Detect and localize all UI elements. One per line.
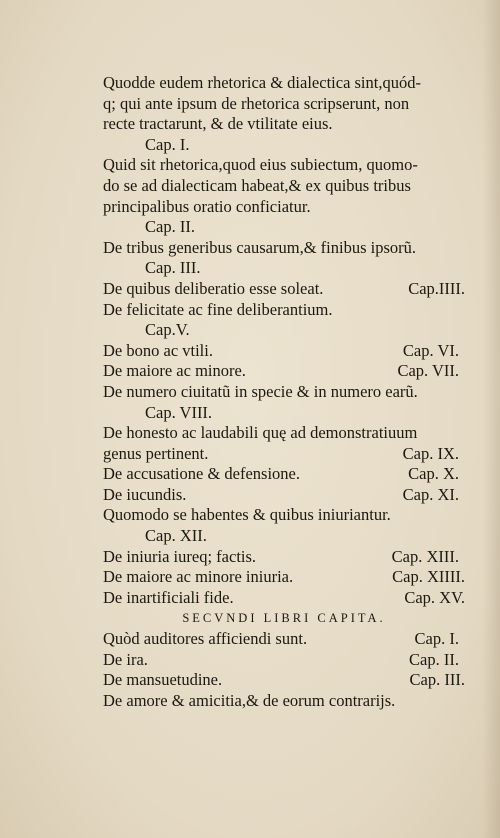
toc-row [103,629,465,650]
toc-line: De felicitate ac fine deliberantium. [103,299,333,319]
toc-row [103,588,465,609]
section-heading: SECVNDI LIBRI CAPITA. [182,611,386,626]
toc-row [103,464,465,485]
toc-line: De ira. [103,649,148,669]
toc-line: De numero ciuitatũ in specie & in numero earũ. [103,381,418,401]
toc-line: q; qui ante ipsum de rhetorica scripserunt, non [103,93,410,113]
toc-line: De accusatione & defensione. [103,464,301,484]
chapter-number: Cap. I. [414,629,459,649]
chapter-number: Cap.IIII. [408,278,465,298]
toc-line: De amore & amicitia,& de eorum contrarijs. [103,690,396,710]
chapter-number: Cap. X. [408,464,459,484]
page-edge-shadow [482,0,500,838]
chapter-number: Cap. III. [409,670,465,690]
toc-line: recte tractarunt, & de vtilitate eius. [103,114,333,134]
toc-row [103,341,465,362]
toc-line: De iniuria iureq; factis. [103,546,257,566]
chapter-number: Cap. XIII. [391,546,459,566]
chapter-number: Cap. XIIII. [392,567,465,587]
chapter-number: Cap. II. [409,649,459,669]
toc-line: De bono ac vtili. [103,340,213,360]
toc-line: Quòd auditores afficiendi sunt. [103,629,308,649]
chapter-number: Cap. VIII. [145,402,213,422]
toc-line: De maiore ac minore iniuria. [103,567,294,587]
toc-row [103,567,465,588]
chapter-number: Cap. XV. [404,587,465,607]
toc-line: De mansuetudine. [103,670,223,690]
toc-row [103,650,465,671]
toc-row [103,279,465,300]
toc-line: De inartificiali fide. [103,587,234,607]
toc-row [103,361,465,382]
toc-line: De maiore ac minore. [103,361,246,381]
toc-line: De honesto ac laudabili quę ad demonstratiuum [103,423,418,443]
toc-row [103,670,465,691]
toc-line: genus pertinent. [103,443,209,463]
chapter-number: Cap. IX. [402,443,459,463]
toc-line: do se ad dialecticam habeat,& ex quibus tribus [103,175,411,195]
chapter-number: Cap. I. [145,134,190,154]
table-of-contents [103,73,465,711]
chapter-number: Cap. XII. [145,526,207,546]
chapter-number: Cap. II. [145,217,195,237]
toc-row [103,547,465,568]
toc-line: De tribus generibus causarum,& finibus ipsorũ. [103,237,416,257]
toc-row [103,444,465,465]
chapter-number: Cap.V. [145,320,190,340]
chapter-number: Cap. VI. [402,340,459,360]
toc-line: principalibus oratio conficiatur. [103,196,311,216]
toc-line: De quibus deliberatio esse soleat. [103,278,324,298]
toc-row [103,485,465,506]
toc-line: Quomodo se habentes & quibus iniuriantur. [103,505,391,525]
chapter-number: Cap. III. [145,258,201,278]
toc-line: Quodde eudem rhetorica & dialectica sint,quód- [103,73,421,92]
toc-line: Quid sit rhetorica,quod eius subiectum, quomo- [103,155,418,175]
toc-line: De iucundis. [103,484,187,504]
chapter-number: Cap. VII. [397,361,459,381]
chapter-number: Cap. XI. [402,484,459,504]
